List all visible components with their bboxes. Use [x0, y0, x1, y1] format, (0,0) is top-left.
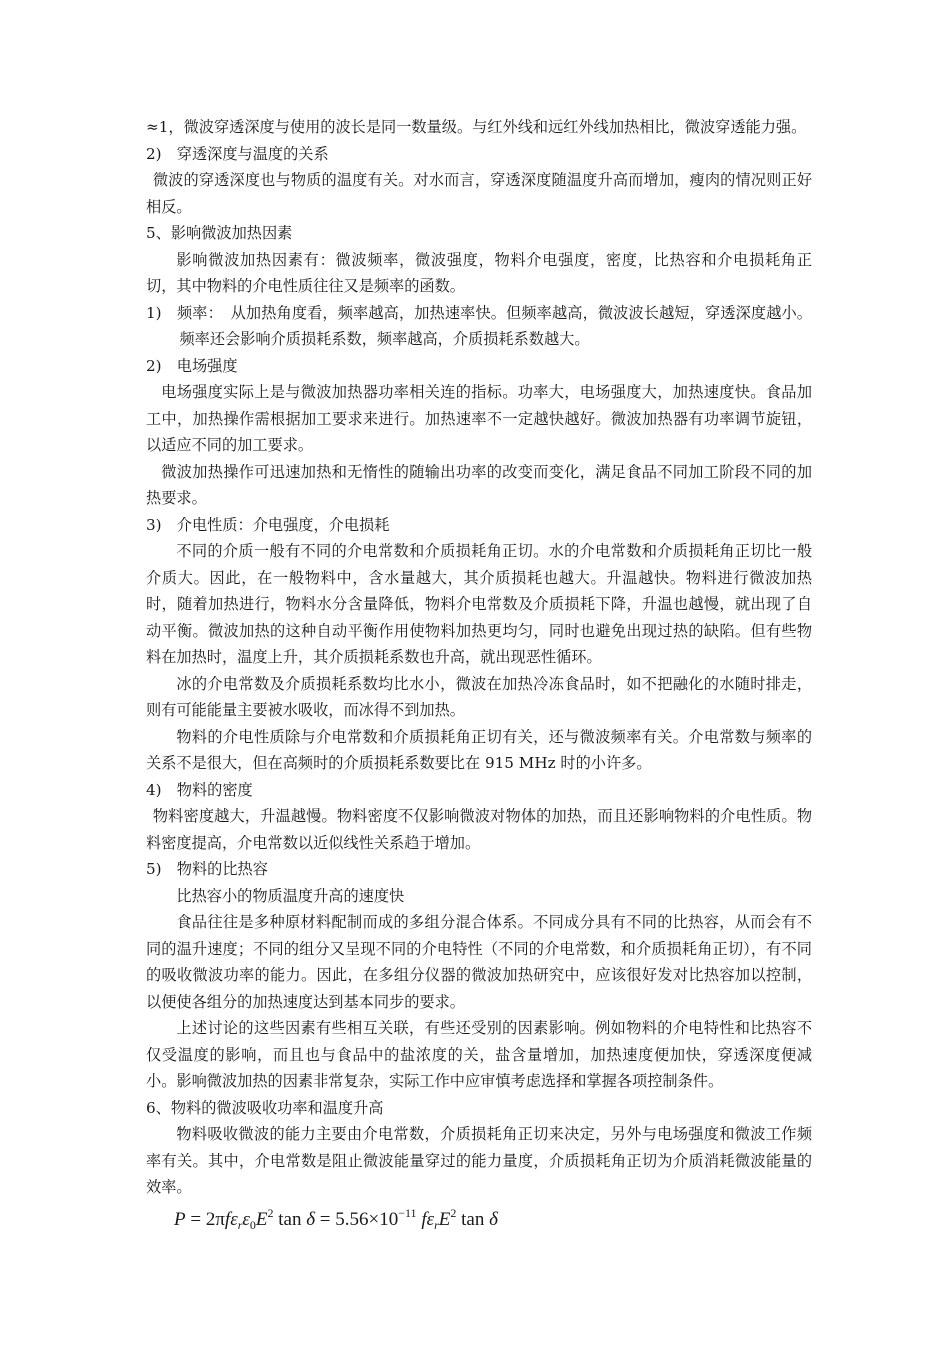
- formula-sub-0: 0: [249, 1217, 256, 1232]
- formula-eps1: ε: [230, 1208, 238, 1230]
- paragraph-field-strength: 电场强度实际上是与微波加热器功率相关连的指标。功率大，电场强度大，加热速度快。食品加工中，加热操作需根据加工要求来进行。加热速率不一定越快越好。微波加热器有功率调节旋钮，以适应不同的加工要求。: [146, 383, 812, 454]
- formula-sup-2b: 2: [450, 1205, 457, 1220]
- formula-E2: E: [438, 1208, 451, 1230]
- paragraph-power-control: 微波加热操作可迅速加热和无惰性的随输出功率的改变而变化，满足食品不同加工阶段不同的加热要求。: [146, 462, 812, 507]
- formula-sub-r2: r: [434, 1217, 439, 1232]
- section-heading-factors: 5、影响微波加热因素: [146, 224, 293, 242]
- formula-eps2: ε: [426, 1208, 435, 1230]
- paragraph-density: 物料密度越大，升温越慢。物料密度不仅影响微波对物体的加热，而且还影响物料的介电性质。物料密度提高，介电常数以近似线性关系趋于增加。: [146, 807, 812, 852]
- formula-eq1: = 2π: [185, 1208, 225, 1230]
- power-formula: [146, 1203, 812, 1237]
- heading-penetration-temperature: 2) 穿透深度与温度的关系: [146, 144, 329, 163]
- paragraph-factor-interactions: 上述讨论的这些因素有些相互关联，有些还受别的因素影响。例如物料的介电特性和比热容不仅受温度的影响，而且也与食品中的盐浓度的关，盐含量增加，加热速度便加快，穿透深度便减小。影响微波加热的因素非常复杂，实际工作中应审慎考虑选择和掌握各项控制条件。: [146, 1019, 812, 1090]
- formula-sup-2a: 2: [267, 1205, 274, 1220]
- paragraph-dielectric-loss: 不同的介质一般有不同的介电常数和介质损耗角正切。水的介电常数和介质损耗角正切比一般介质大。因此，在一般物料中，含水量越大，其介质损耗也越大。升温越快。物料进行微波加热时，随着加热进行，物料水分含量降低，物料介电常数及介质损耗下降，升温也越慢，就出现了自动平衡。微波加热的这种自动平衡作用使物料加热更均匀，同时也避免出现过热的缺陷。但有些物料在加热时，温度上升，其介质损耗系数也升高，就出现恶性循环。: [146, 542, 812, 666]
- formula-f1: f: [224, 1208, 231, 1230]
- paragraph-specific-heat-note: 比热容小的物质温度升高的速度快: [176, 886, 405, 905]
- paragraph-penetration-temperature: 微波的穿透深度也与物质的温度有关。对水而言，穿透深度随温度升高而增加，瘦肉的情况则正好相反。: [146, 171, 812, 216]
- paragraph-absorption: 物料吸收微波的能力主要由介电常数，介质损耗角正切来决定，另外与电场强度和微波工作频率有关。其中，介电常数是阻止微波能量穿过的能力量度，介质损耗角正切为介质消耗微波能量的效率。: [146, 1125, 812, 1196]
- list-item-frequency: 1) 频率： 从加热角度看，频率越高，加热速率快。但频率越高，微波波长越短，穿透深度越小。频率还会影响介质损耗系数，频率越高，介质损耗系数越大。: [146, 303, 812, 348]
- formula-E1: E: [255, 1208, 268, 1230]
- paragraph-factors-intro: 影响微波加热因素有：微波频率，微波强度，物料介电强度，密度，比热容和介电损耗角正切，其中物料的介电性质往往又是频率的函数。: [146, 250, 812, 295]
- list-item-density: 4) 物料的密度: [146, 780, 253, 799]
- document-page: [146, 114, 812, 1237]
- formula-tan2: tan: [456, 1208, 490, 1230]
- paragraph-ice-dielectric: 冰的介电常数及介质损耗系数均比水小，微波在加热冷冻食品时，如不把融化的水随时排走，则有可能能量主要被水吸收，而冰得不到加热。: [146, 674, 812, 719]
- formula-sub-r1: r: [237, 1217, 243, 1232]
- paragraph-penetration-wavelength: ≈1，微波穿透深度与使用的波长是同一数量级。与红外线和远红外线加热相比，微波穿透能力强。: [146, 118, 807, 136]
- formula-eq2: = 5.56×10: [315, 1208, 399, 1230]
- list-item-dielectric: 3) 介电性质：介电强度，介电损耗: [146, 515, 390, 534]
- paragraph-multicomponent: 食品往往是多种原材料配制而成的多组分混合体系。不同成分具有不同的比热容，从而会有不同的温升速度；不同的组分又呈现不同的介电特性（不同的介电常数，和介质损耗角正切），有不同的吸收微波功率的能力。因此，在多组分仪器的微波加热研究中，应该很好发对比热容加以控制，以便使各组分的加热速度达到基本同步的要求。: [146, 913, 812, 1011]
- formula-delta1: δ: [306, 1208, 316, 1230]
- formula-lhs: P: [174, 1208, 186, 1230]
- list-item-specific-heat: 5) 物料的比热容: [146, 860, 268, 878]
- formula-sup-exp: −11: [398, 1205, 417, 1220]
- formula-f2: f: [421, 1208, 427, 1230]
- list-item-field-strength: 2) 电场强度: [146, 356, 238, 375]
- paragraph-dielectric-frequency: 物料的介电性质除与介电常数和介质损耗角正切有关，还与微波频率有关。介电常数与频率的关系不是很大，但在高频时的介质损耗系数要比在 915 MHz 时的小许多。: [146, 727, 812, 772]
- formula-tan1: tan: [273, 1208, 307, 1230]
- section-heading-absorption: 6、物料的微波吸收功率和温度升高: [146, 1098, 384, 1117]
- formula-delta2: δ: [489, 1208, 498, 1230]
- formula-eps0: ε: [242, 1208, 250, 1230]
